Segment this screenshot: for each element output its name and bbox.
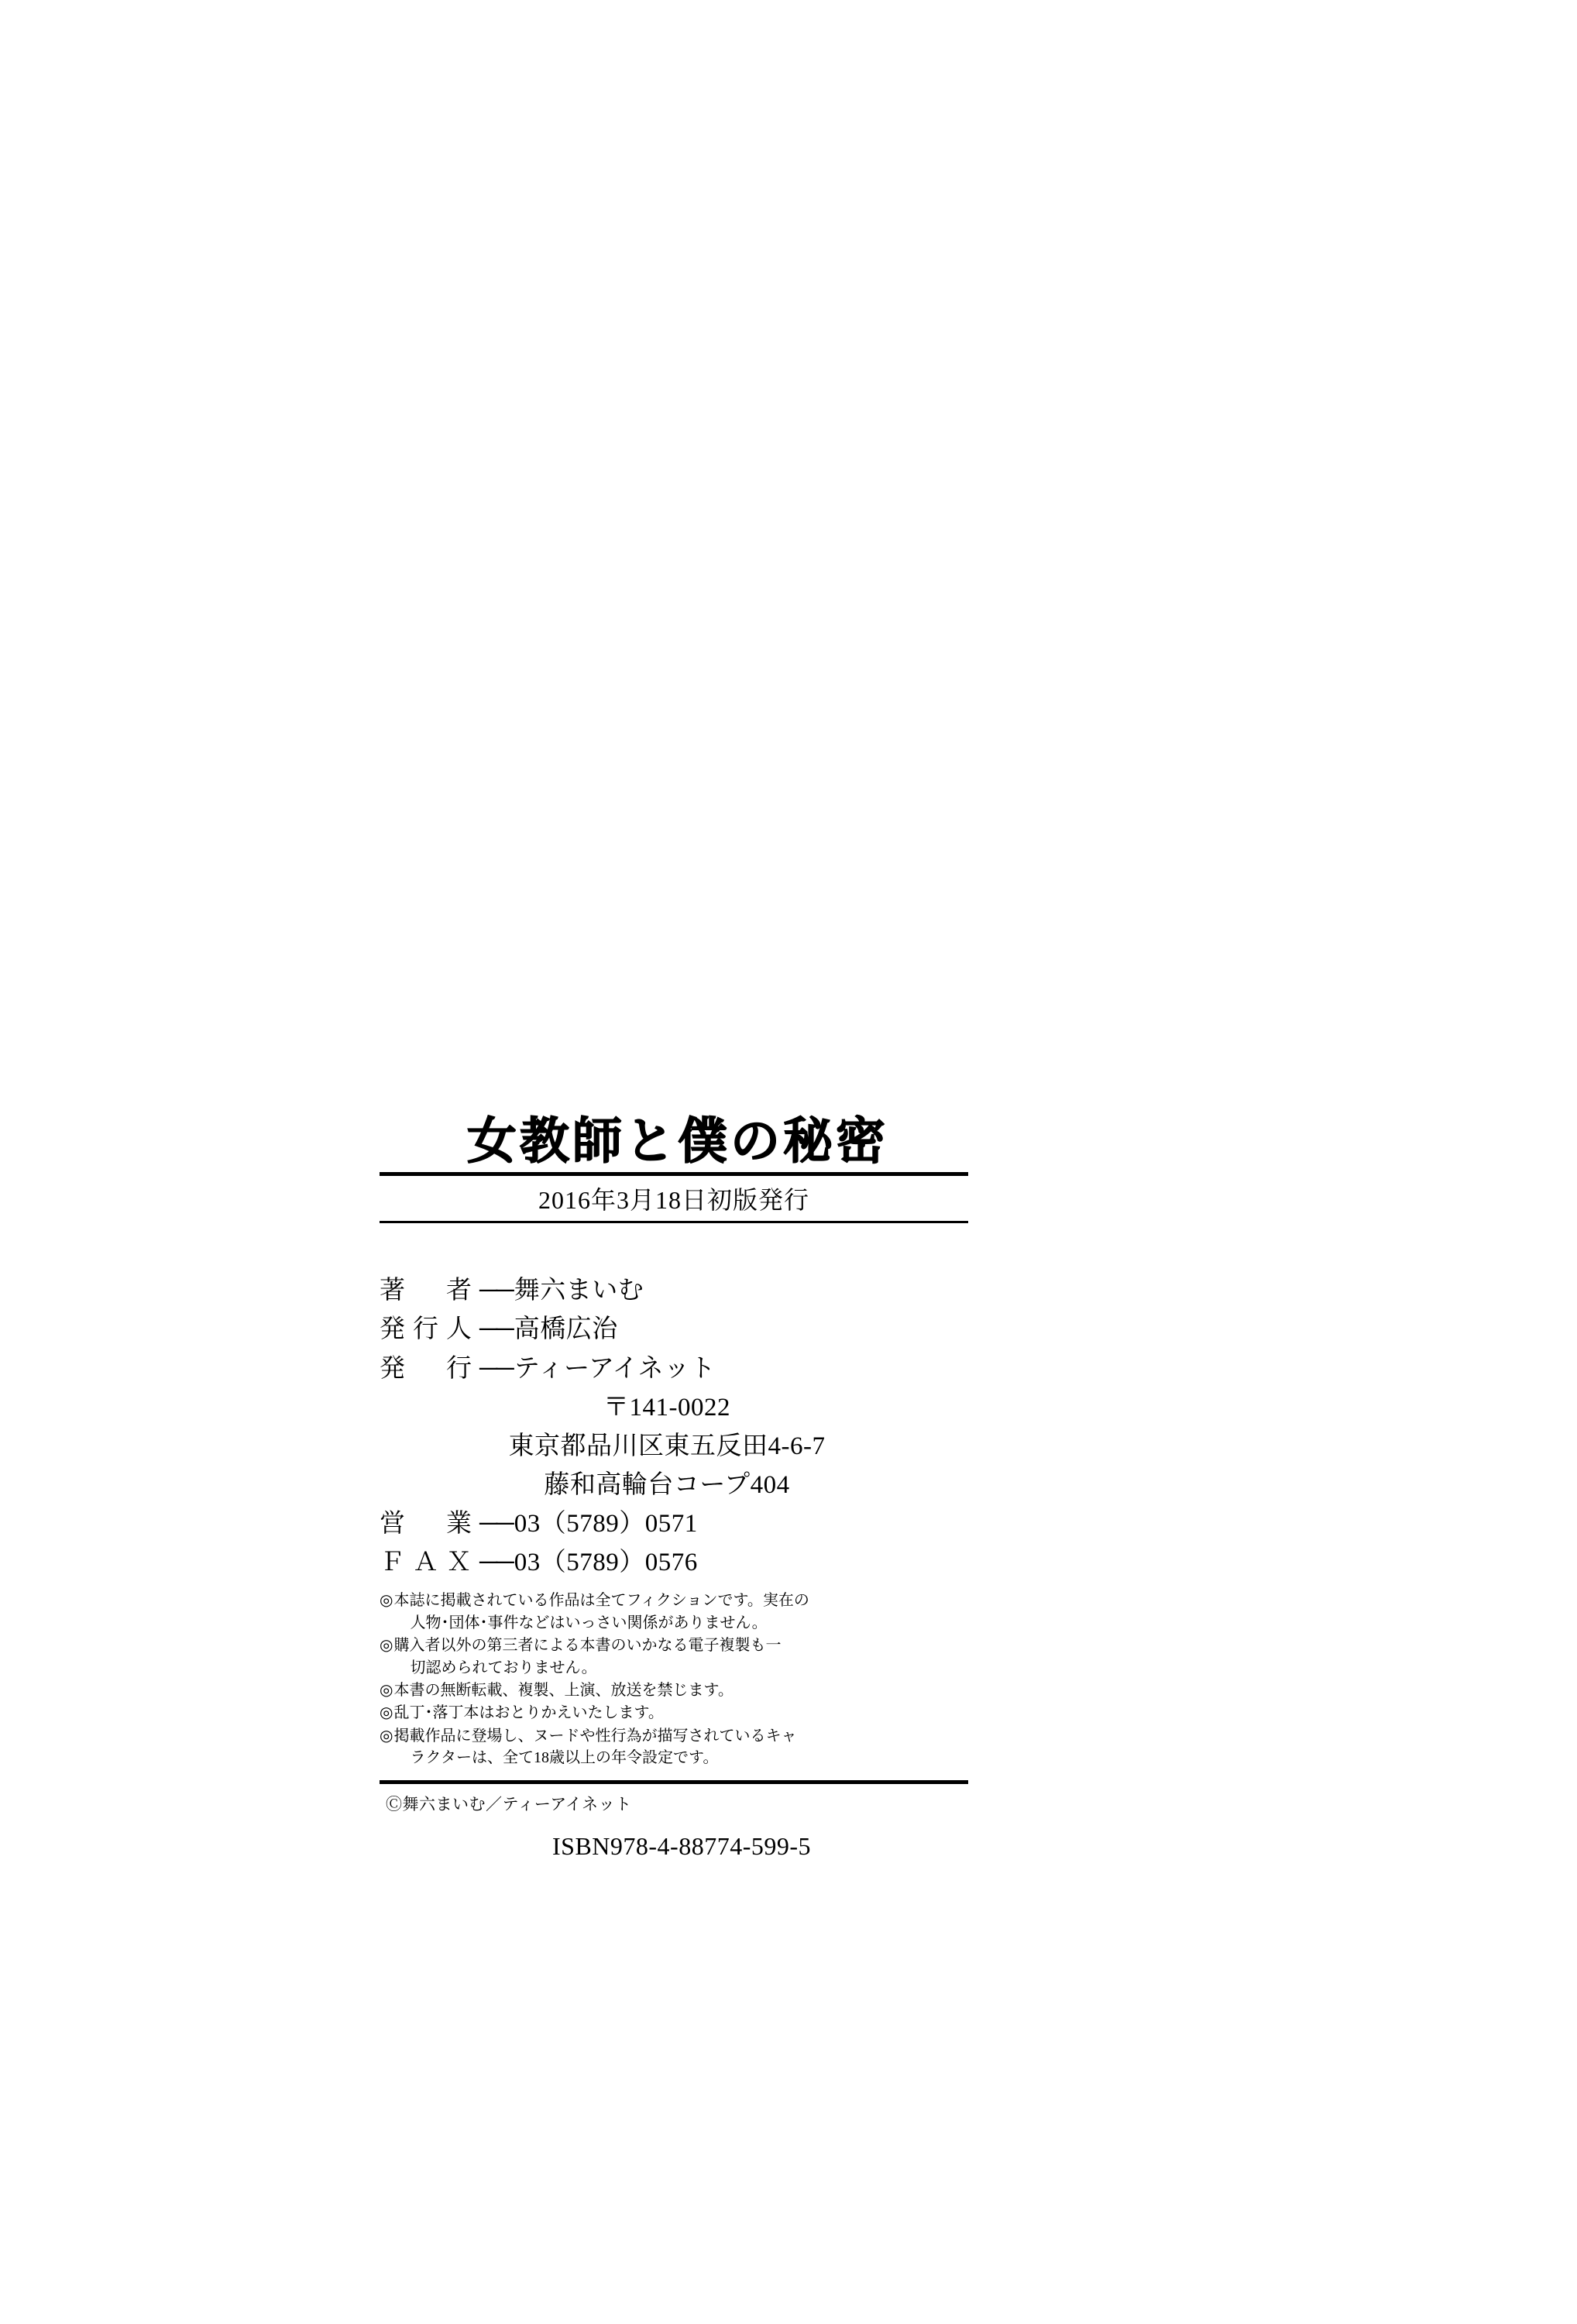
publication-date: 2016年3月18日初版発行 [538, 1186, 809, 1215]
imprint-label-publisher: 発 行 [380, 1354, 479, 1383]
imprint-row-publisher [380, 1349, 968, 1388]
contact-row-sales [380, 1504, 968, 1543]
imprint-value-publisher: ティーアイネット [514, 1354, 716, 1383]
legal-note [380, 1702, 968, 1724]
copyright-line: Ⓒ舞六まいむ／ティーアイネット [386, 1794, 632, 1813]
book-title: 女教師と僕の秘密 [467, 1112, 888, 1171]
legal-note [380, 1679, 968, 1701]
note-text [393, 1679, 968, 1701]
contact-label-sales: 営 業 [380, 1510, 479, 1538]
note-bullet-icon: ◎ [380, 1727, 393, 1745]
imprint-dash-publisher-person: ── [479, 1315, 513, 1344]
legal-note [380, 1635, 968, 1679]
contact-value-sales: 03（5789）0571 [514, 1510, 698, 1538]
contact-value-fax: 03（5789）0576 [514, 1549, 698, 1577]
address-street: 東京都品川区東五反田4-6-7 [508, 1432, 826, 1460]
contact-row-fax [380, 1543, 968, 1582]
note-bullet-icon: ◎ [380, 1637, 393, 1655]
imprint-row-author [380, 1271, 968, 1310]
colophon-block [380, 1112, 968, 1861]
contact-dash-fax: ── [479, 1549, 513, 1577]
note-bullet-icon: ◎ [380, 1682, 393, 1699]
note-line-1: 購入者以外の第三者による本書のいかなる電子複製も一 [393, 1637, 782, 1655]
note-text [393, 1702, 968, 1724]
note-bullet-icon: ◎ [380, 1704, 393, 1722]
note-bullet-icon: ◎ [380, 1592, 393, 1610]
note-text [393, 1725, 968, 1769]
note-line-1: 乱丁･落丁本はおとりかえいたします。 [393, 1704, 664, 1722]
imprint-row-publisher-person [380, 1310, 968, 1349]
contact-label-fax: ＦＡＸ [380, 1549, 479, 1577]
imprint-value-author: 舞六まいむ [514, 1277, 644, 1305]
imprint-label-author: 著 者 [380, 1277, 479, 1305]
note-text [393, 1590, 968, 1634]
imprint-dash-author: ── [479, 1277, 513, 1305]
imprint-dash-publisher: ── [479, 1354, 513, 1383]
imprint-value-publisher-person: 高橋広治 [514, 1315, 618, 1344]
legal-note [380, 1590, 968, 1634]
note-line-1: 本書の無断転載、複製、上演、放送を禁じます。 [393, 1682, 734, 1699]
pubdate-rule [380, 1221, 968, 1223]
isbn-number: ISBN978-4-88774-599-5 [551, 1831, 812, 1860]
note-text [393, 1635, 968, 1679]
note-line-2: 人物･団体･事件などはいっさい関係がありません。 [410, 1614, 768, 1631]
legal-notes [380, 1590, 968, 1769]
note-line-2: ラクターは、全て18歳以上の年令設定です。 [410, 1749, 719, 1767]
notes-rule [380, 1780, 968, 1784]
note-line-1: 本誌に掲載されている作品は全てフィクションです。実在の [393, 1592, 809, 1610]
note-line-2: 切認められておりません。 [410, 1659, 597, 1676]
address-building: 藤和高輪台コープ404 [544, 1470, 790, 1499]
imprint-label-publisher-person: 発行人 [380, 1315, 479, 1344]
address-postal-code: 〒141-0022 [603, 1393, 730, 1422]
contact-dash-sales: ── [479, 1510, 513, 1538]
imprint-list [380, 1271, 968, 1582]
legal-note [380, 1725, 968, 1769]
note-line-1: 掲載作品に登場し、ヌードや性行為が描写されているキャ [393, 1727, 797, 1745]
title-rule [380, 1172, 968, 1176]
